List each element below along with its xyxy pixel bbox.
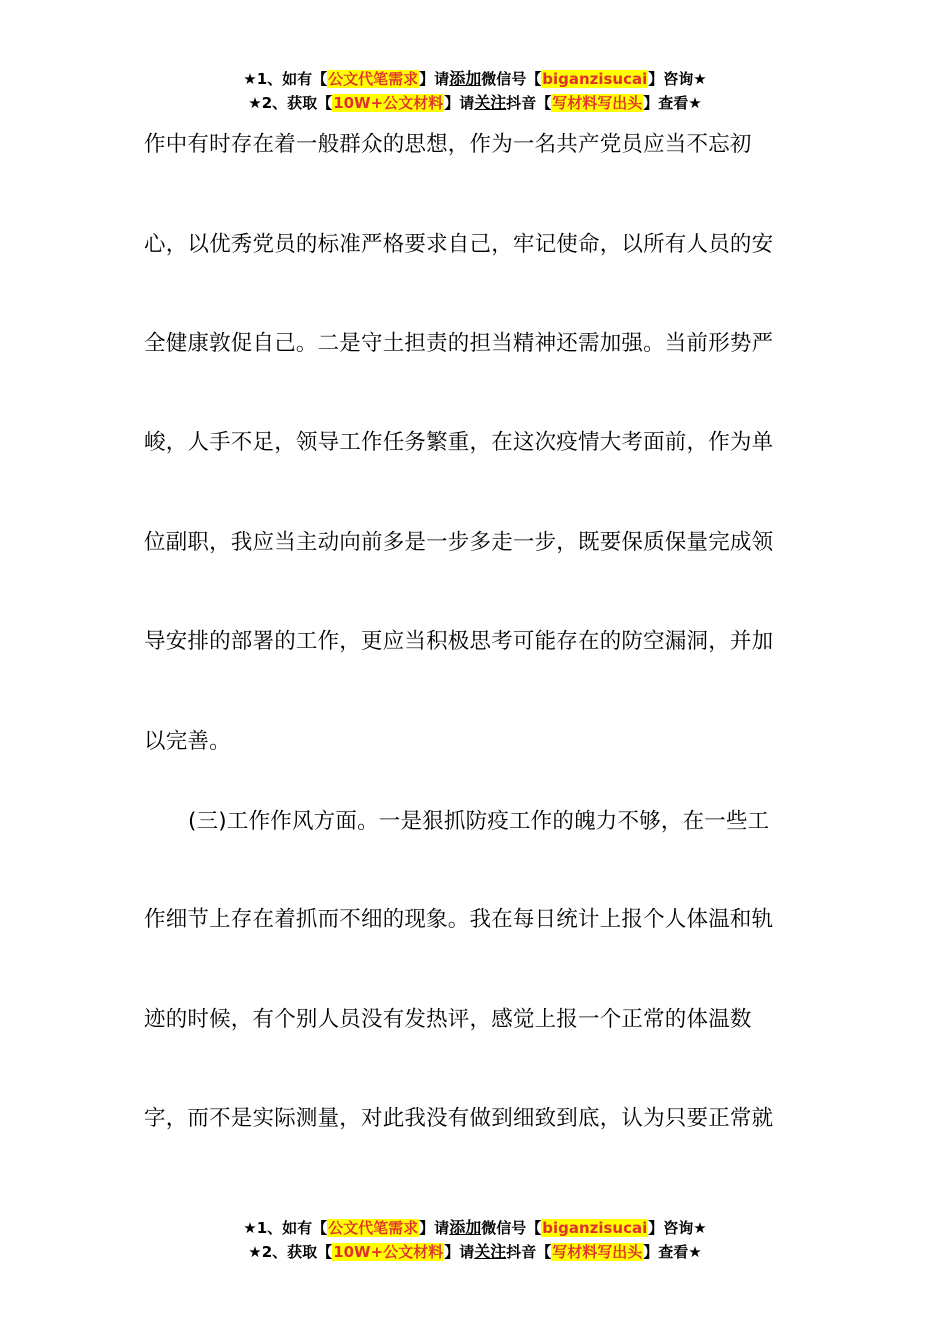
body-line: 心，以优秀党员的标准严格要求自己，牢记使命，以所有人员的安 — [144, 232, 774, 257]
banner-line-2: ★2、获取【10W+公文材料】请关注抖音【写材料写出头】查看★ — [248, 93, 702, 112]
highlight-wechat-id: biganzisucai — [542, 70, 648, 88]
highlight-wechat-id: biganzisucai — [542, 1219, 648, 1237]
section-heading-line: (三)工作作风方面。一是狠抓防疫工作的魄力不够，在一些工 — [188, 809, 770, 834]
highlight-douyin-account: 写材料写出头 — [552, 94, 643, 112]
body-line: 峻，人手不足，领导工作任务繁重，在这次疫情大考面前，作为单 — [144, 430, 774, 455]
footer-banner — [0, 1216, 950, 1264]
body-line: 位副职，我应当主动向前多是一步多走一步，既要保质保量完成领 — [144, 530, 774, 555]
banner-line-2: ★2、获取【10W+公文材料】请关注抖音【写材料写出头】查看★ — [248, 1242, 702, 1261]
body-line: 迹的时候，有个别人员没有发热评，感觉上报一个正常的体温数 — [144, 1007, 752, 1032]
body-line: 作细节上存在着抓而不细的现象。我在每日统计上报个人体温和轨 — [144, 907, 774, 932]
body-line: 导安排的部署的工作，更应当积极思考可能存在的防空漏洞，并加 — [144, 629, 774, 654]
highlight-materials: 10W+公文材料 — [333, 1243, 444, 1261]
body-line: 全健康敦促自己。二是守土担责的担当精神还需加强。当前形势严 — [144, 331, 774, 356]
body-line: 作中有时存在着一般群众的思想，作为一名共产党员应当不忘初 — [144, 132, 752, 157]
header-banner — [0, 67, 950, 115]
body-line: 以完善。 — [144, 729, 231, 754]
body-line: 字，而不是实际测量，对此我没有做到细致到底，认为只要正常就 — [144, 1106, 774, 1131]
banner-line-1: ★1、如有【公文代笔需求】请添加微信号【biganzisucai】咨询★ — [243, 69, 707, 88]
highlight-service: 公文代笔需求 — [328, 1219, 419, 1237]
highlight-materials: 10W+公文材料 — [333, 94, 444, 112]
highlight-douyin-account: 写材料写出头 — [552, 1243, 643, 1261]
banner-line-1: ★1、如有【公文代笔需求】请添加微信号【biganzisucai】咨询★ — [243, 1218, 707, 1237]
highlight-service: 公文代笔需求 — [328, 70, 419, 88]
